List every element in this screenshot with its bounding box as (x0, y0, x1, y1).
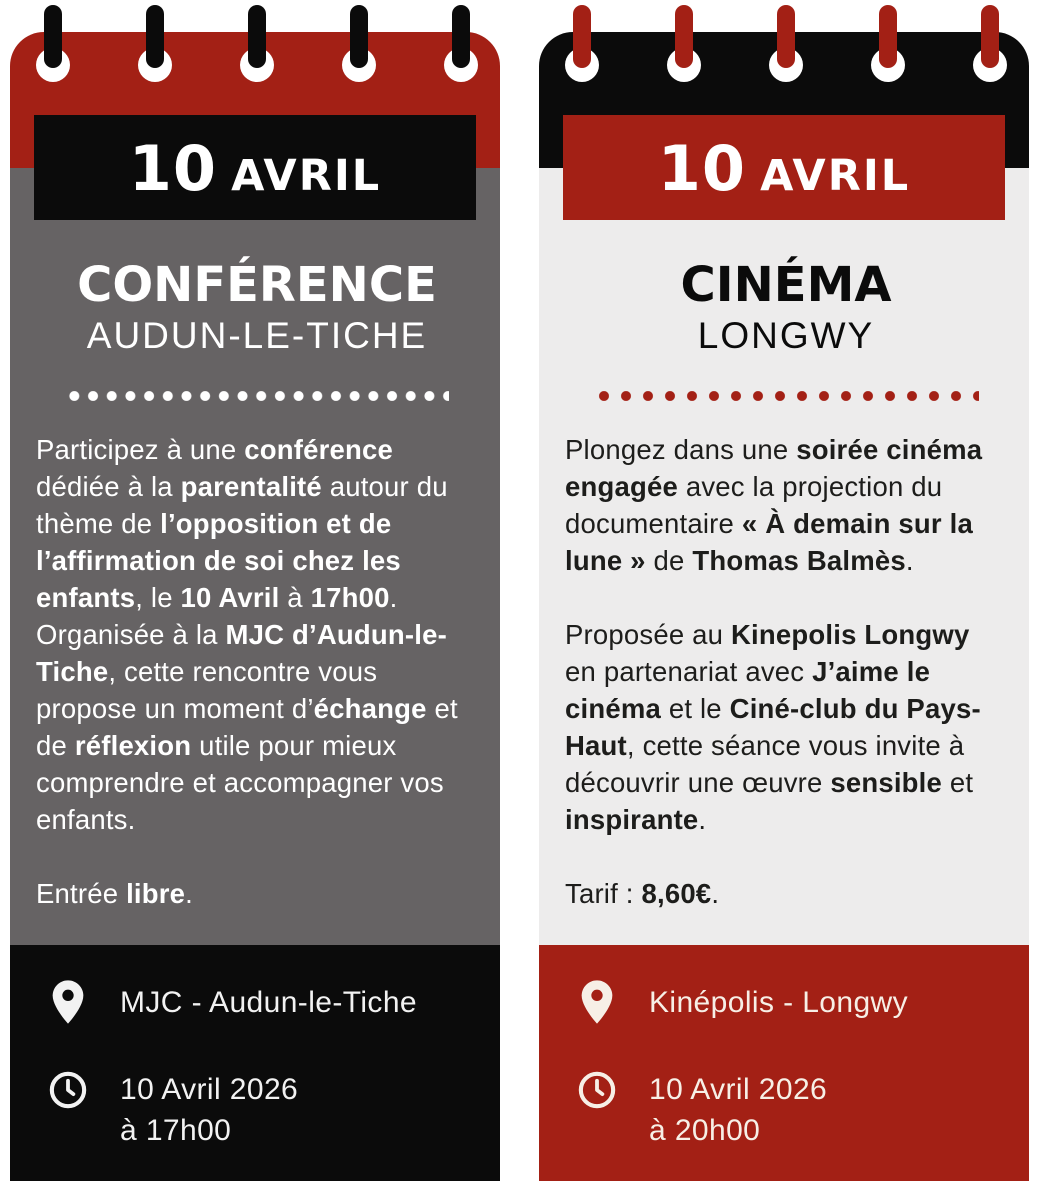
map-pin-icon (48, 977, 88, 1027)
price-paragraph: Entrée libre. (36, 878, 193, 910)
binder-peg-icon (138, 5, 172, 82)
dotted-separator (593, 391, 979, 401)
spiral-binding (565, 5, 1007, 82)
datetime-line1: 10 Avril 2026 (120, 1073, 299, 1106)
peg-bar (44, 5, 62, 68)
banner-month: AVRIL (760, 151, 911, 201)
binder-peg-icon (240, 5, 274, 82)
peg-bar (777, 5, 795, 68)
binder-peg-icon (36, 5, 70, 82)
clock-icon (48, 1071, 88, 1109)
description-paragraph: Participez à une conférence dédiée à la parentalité autour du thème de l’opposition et de l’affirmation de soi chez les enfants, le 10 Avril à 17h00. Organisée à la MJC d’Audun-le-Tiche, cette rencontre vous propose un moment d’échange et de réflexion utile pour mieux comprendre et accompagner vos enfants. (36, 434, 458, 836)
binder-peg-icon (667, 5, 701, 82)
binder-peg-icon (973, 5, 1007, 82)
datetime-line2: à 17h00 (120, 1114, 232, 1147)
peg-bar (452, 5, 470, 68)
dotted-separator (65, 391, 449, 401)
event-card-conference (10, 32, 500, 1181)
banner-day: 10 (657, 132, 747, 205)
datetime-line2: à 20h00 (649, 1114, 761, 1147)
map-pin-icon (577, 977, 617, 1027)
location-row (577, 977, 1011, 1027)
peg-bar (981, 5, 999, 68)
card-body (539, 168, 1029, 945)
peg-bar (879, 5, 897, 68)
binder-peg-icon (444, 5, 478, 82)
card-body (10, 168, 500, 945)
event-city: LONGWY (697, 315, 875, 357)
spiral-binding (36, 5, 478, 82)
location-text: MJC - Audun-le-Tiche (120, 985, 417, 1019)
location-text: Kinépolis - Longwy (649, 985, 909, 1019)
event-title: CONFÉRENCE (77, 257, 437, 313)
peg-bar (675, 5, 693, 68)
banner-month: AVRIL (231, 151, 382, 201)
datetime-text (120, 1069, 298, 1151)
card-footer (10, 945, 500, 1181)
datetime-row (48, 1069, 482, 1151)
peg-bar (248, 5, 266, 68)
binder-peg-icon (342, 5, 376, 82)
datetime-row (577, 1069, 1011, 1151)
clock-icon (577, 1071, 617, 1109)
location-row (48, 977, 482, 1027)
binder-peg-icon (871, 5, 905, 82)
description-paragraph: Plongez dans une soirée cinéma engagée avec la projection du documentaire « À demain sur la lune » de Thomas Balmès. (565, 434, 983, 577)
binder-peg-icon (565, 5, 599, 82)
event-card-cinema (539, 32, 1029, 1181)
binder-peg-icon (769, 5, 803, 82)
peg-bar (573, 5, 591, 68)
date-banner (563, 115, 1005, 220)
peg-bar (350, 5, 368, 68)
datetime-line1: 10 Avril 2026 (649, 1073, 828, 1106)
peg-bar (146, 5, 164, 68)
datetime-text (649, 1069, 827, 1151)
partners-paragraph: Proposée au Kinepolis Longwy en partenariat avec J’aime le cinéma et le Ciné-club du Pays-Haut, cette séance vous invite à découvrir une œuvre sensible et inspirante. (565, 619, 981, 836)
event-title: CINÉMA (680, 257, 892, 313)
card-footer (539, 945, 1029, 1181)
date-banner (34, 115, 476, 220)
banner-day: 10 (128, 132, 218, 205)
price-paragraph: Tarif : 8,60€. (565, 878, 720, 910)
event-city: AUDUN-LE-TICHE (86, 315, 428, 357)
